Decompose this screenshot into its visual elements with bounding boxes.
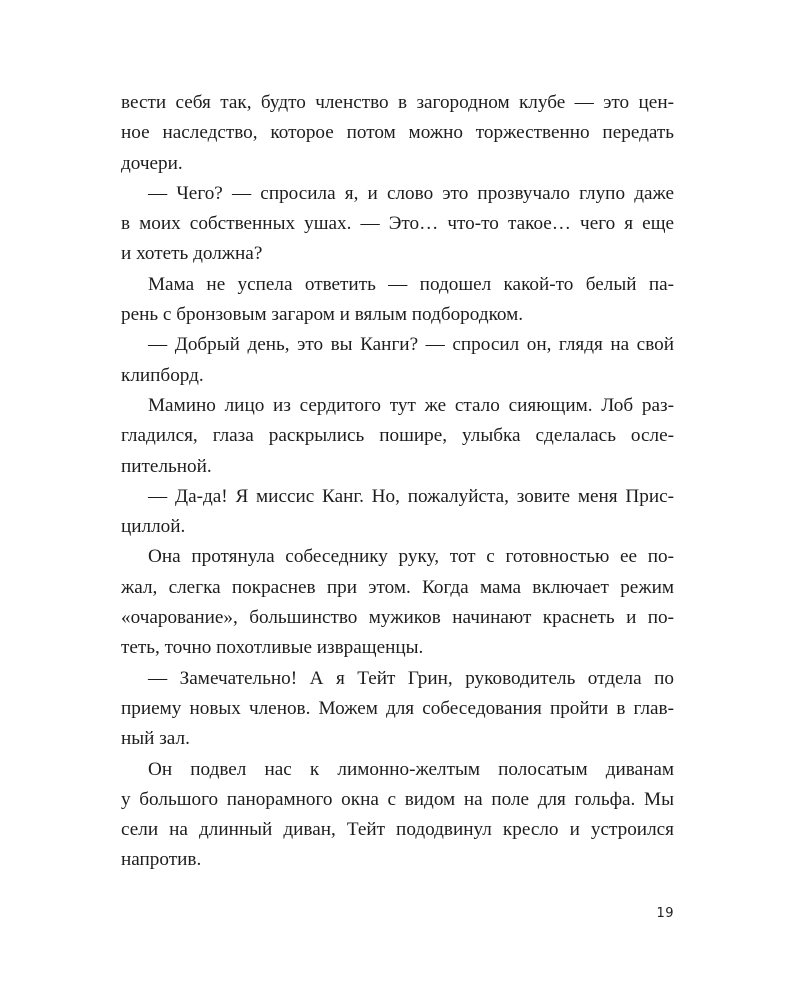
- text-line: «очарование», большинство мужиков начинают краснеть и по-: [121, 607, 674, 629]
- text-line: ное наследство, которое потом можно торжественно передать: [121, 122, 674, 144]
- text-line: циллой.: [121, 516, 186, 538]
- text-line: дочери.: [121, 152, 183, 174]
- text-line: рень с бронзовым загаром и вялым подбородком.: [121, 304, 524, 326]
- text-line: приему новых членов. Можем для собеседования пройти в глав-: [121, 697, 674, 719]
- text-line: и хотеть должна?: [121, 243, 263, 265]
- text-line: клипборд.: [121, 364, 204, 386]
- text-line: — Замечательно! А я Тейт Грин, руководитель отдела по: [148, 667, 674, 689]
- text-line: Мамино лицо из сердитого тут же стало сияющим. Лоб раз-: [148, 394, 674, 416]
- text-line: пительной.: [121, 455, 212, 477]
- text-line: — Да-да! Я миссис Канг. Но, пожалуйста, зовите меня Прис-: [148, 485, 674, 507]
- text-line: Мама не успела ответить — подошел какой-то белый па-: [148, 273, 674, 295]
- text-line: ный зал.: [121, 728, 190, 750]
- text-line: сели на длинный диван, Тейт пододвинул кресло и устроился: [121, 819, 674, 841]
- text-line: в моих собственных ушах. — Это… что-то такое… чего я еще: [121, 213, 674, 235]
- text-line: у большого панорамного окна с видом на поле для гольфа. Мы: [121, 788, 674, 810]
- text-line: Она протянула собеседнику руку, тот с готовностью ее по-: [148, 546, 674, 568]
- text-line: гладился, глаза раскрылись пошире, улыбка сделалась осле-: [121, 425, 674, 447]
- body-text: [121, 88, 674, 876]
- text-line: вести себя так, будто членство в загородном клубе — это цен-: [121, 92, 674, 113]
- page-number: 19: [656, 906, 674, 921]
- text-line: Он подвел нас к лимонно-желтым полосатым диванам: [148, 758, 674, 780]
- text-line: — Чего? — спросила я, и слово это прозвучало глупо даже: [148, 182, 674, 204]
- text-line: теть, точно похотливые извращенцы.: [121, 637, 424, 659]
- text-line: — Добрый день, это вы Канги? — спросил он, глядя на свой: [148, 334, 674, 356]
- text-line: напротив.: [121, 849, 202, 871]
- text-line: жал, слегка покраснев при этом. Когда мама включает режим: [121, 576, 674, 598]
